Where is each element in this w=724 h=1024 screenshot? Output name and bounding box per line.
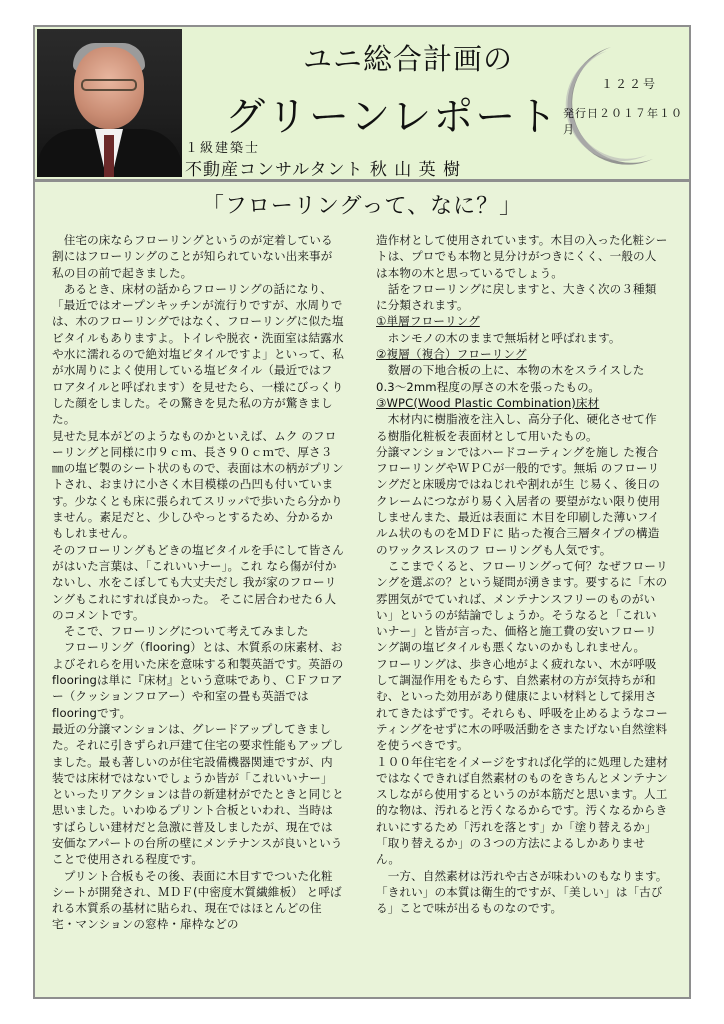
paragraph: １００年住宅をイメージをすれば化学的に処理した建材ではなくできれば自然素材のものをきちんとメンテナンスしながら使用するというのが本筋だと思います。人工的な物は、汚れると汚くなるからです。汚くなるからきれいにするため「汚れを落とす」か「塗り替えるか」「取り替えるか」の３つの方法によるしかありません。 <box>376 754 668 867</box>
newsletter-frame <box>33 25 691 999</box>
paragraph: プリント合板もその後、表面に木目すでついた化粧シートが開発され、ＭＤＦ(中密度木質繊維板） と呼ばれる木質系の基材に貼られ、現在ではほとんどの住宅・マンションの窓枠・扉枠などの <box>52 868 342 932</box>
type-description: 数層の下地合板の上に、本物の木をスライスした0.3〜2mm程度の厚さの木を張ったもの。 <box>376 363 645 394</box>
right-column <box>376 232 668 916</box>
paragraph: 住宅の床ならフローリングというのが定着している割にはフローリングのことが知られていない出来事が私の目の前で起きました。 <box>52 233 333 280</box>
paragraph: 最近の分譲マンションは、グレードアップしてきました。それに引きずられ戸建て住宅の要求性能もアップしました。最も著しいのが住宅設備機器関連ですが、内装では床材ではないでしょうか皆が「これいいナー」といったリアクションは昔の新建材がでたときと同じと思いました。いわゆるプリント合板といわれ、当時はすばらしい建材だと急激に普及しましたが、現在では安価なアパートの台所の壁にメンテナンスが良いということで使用される程度です。 <box>52 721 344 867</box>
type-heading: ②複層（複合）フローリング <box>376 347 527 362</box>
paragraph: ここまでくると、フローリングって何？なぜフローリングを選ぶの？という疑問が湧きます。要するに「木の雰囲気がでていれば、メンテナンスフリーのものがいい」というのが結論でしょうか。そうなると「これいいナー」と皆が言った、価格と施工費の安いフローリング調の塩ビタイルも悪くないのかもしれません。 <box>376 558 668 655</box>
paragraph: 分譲マンションではハードコーティングを施し た複合フローリングやＷＰＣが一般的です。無垢 のフローリングだと床暖房ではねじれや割れが生 じ易く、後日のクレームにつながり易く入居者の 要望がない限り使用しませんまた、最近は表面に 木目を印刷した薄いフイルム状のものをＭＤＦに 貼った複合三層タイプの構造のワックスレスのフ ローリングも人気です。 <box>376 444 661 557</box>
type-description: 木材内に樹脂液を注入し、高分子化、硬化させて作る樹脂化粧板を表面材として用いたもの。 <box>376 412 657 443</box>
article-headline: 「フローリングって、なに？」 <box>201 194 523 219</box>
issue-number: １２２号 <box>601 77 658 91</box>
publish-date: 発行日２０１７年１０月 <box>563 107 683 136</box>
paragraph: そのフローリングもどきの塩ビタイルを手にして皆さんがはいた言葉は、「これいいナー」。これ なら傷が付かないし、水をこぼしても大丈夫だし 我が家のフローリングもこれにすれば良かった。 そこに居合わせた６人のコメントです。 <box>52 542 344 622</box>
paragraph: フローリング（flooring）とは、木質系の床素材、およびそれらを用いた床を意味する和製英語です。英語のflooringは単に『床材』という意味であり、ＣＦフロアー（クッションフロアー）や和室の畳も英語ではflooringです。 <box>52 640 344 720</box>
paragraph: そこで、フローリングについて考えてみました <box>52 624 309 639</box>
type-heading: ①単層フローリング <box>376 314 480 329</box>
photo-glasses <box>81 79 137 91</box>
paragraph: 一方、自然素材は汚れや古さが味わいのもなります。「きれい」の本質は衛生的ですが、「美しい」は「古びる」ことで味が出るものなのです。 <box>376 868 668 916</box>
paragraph: あるとき、床材の話からフローリングの話になり、「最近ではオープンキッチンが流行りですが、水周りでは、木のフローリングではなく、フローリングに似た塩ビタイルもありますよ。トイレや脱衣・洗面室は結露水や水に濡れるので絶対塩ビタイルですよ」といって、私が水周りによく使用している塩ビタイル（最近ではフロアタイルと呼ばれます）を見せたら、一様にびっくりした顔をしました。その驚きを見た私の方が驚きました。 <box>52 281 344 427</box>
paragraph: 見せた見本がどのようなものかといえば、ムク のフローリングと同様に巾９ｃｍ、長さ９０ｃｍで、厚さ３㎜の塩ビ製のシート状のもので、表面は木の柄がプリントされ、おまけに小さく木目模様の凸凹も付いています。少なくとも床に張られてスリッパで歩いたら分かりません。素足だと、少しひやっとするため、分かるかもしれません。 <box>52 428 344 541</box>
newsletter-header <box>35 27 689 182</box>
author-photo <box>37 29 182 177</box>
paragraph: 話をフローリングに戻しますと、大きく次の３種類に分類されます。 <box>376 281 657 313</box>
left-column <box>52 232 344 933</box>
paragraph: フローリングは、歩き心地がよく疲れない、木が呼吸して調湿作用をもたらす、自然素材の方が気持ちが和む、といった効用があり健康によい材料として採用されてきたはずです。それらも、呼吸を止めるようなコーティングをせずに木の呼吸活動をさまたげない自然塗料を使うべきです。 <box>376 656 668 753</box>
title-line-1: ユニ総合計画の <box>303 42 514 76</box>
type-description: ホンモノの木のままで無垢材と呼ばれます。 <box>376 330 621 345</box>
paragraph: 造作材として使用されています。木目の入った化粧シートは、プロでも本物と見分けがつきにくく、一般の人は本物の木と思っているでしょう。 <box>376 233 668 280</box>
title-line-2: グリーンレポート <box>225 94 560 140</box>
author-qualification: １級建築士 <box>185 141 261 156</box>
author-name: 不動産コンサルタント 秋 山 英 樹 <box>185 160 462 180</box>
type-heading: ③WPC(Wood Plastic Combination)床材 <box>376 395 600 410</box>
photo-tie <box>104 135 114 177</box>
